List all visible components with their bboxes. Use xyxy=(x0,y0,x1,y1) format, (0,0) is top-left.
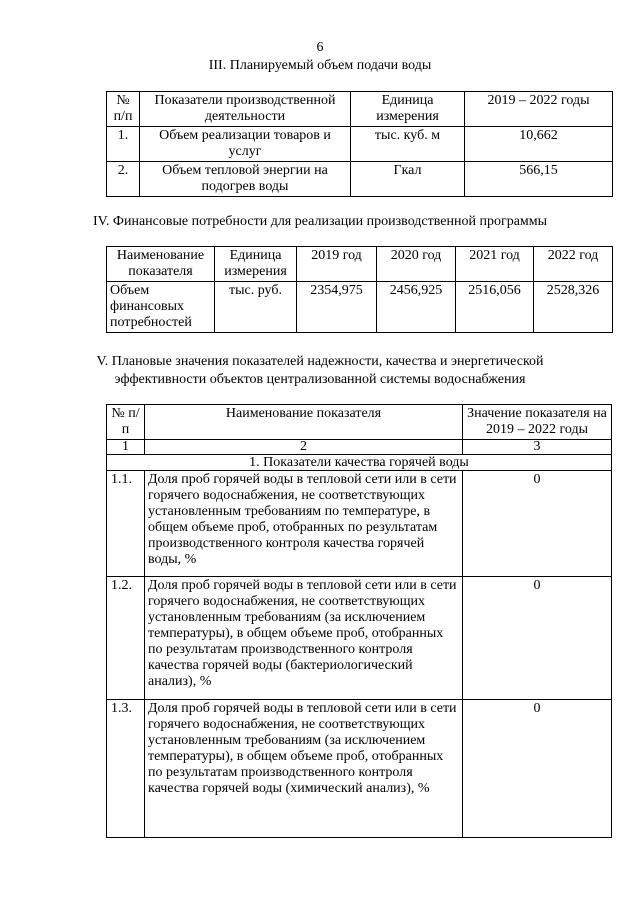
header-cell: Показатели производственной деятельности xyxy=(140,92,351,127)
header-cell: Единица измерения xyxy=(351,92,465,127)
indicator-value: 0 xyxy=(463,577,612,700)
table-cell: Объем тепловой энергии на подогрев воды xyxy=(140,162,351,197)
table-cell: 2456,925 xyxy=(377,282,456,333)
header-cell: № п/п xyxy=(107,405,145,440)
group-title: 1. Показатели качества горячей воды xyxy=(107,455,612,471)
header-cell: Наименование показателя xyxy=(107,247,215,282)
table-header-row xyxy=(107,405,612,440)
quality-indicators-table xyxy=(106,404,612,838)
table-cell: тыс. куб. м xyxy=(351,127,465,162)
header-cell: 2020 год xyxy=(377,247,456,282)
header-cell: 2022 год xyxy=(534,247,613,282)
table-cell: Гкал xyxy=(351,162,465,197)
row-number: 1.2. xyxy=(107,577,145,700)
column-number: 2 xyxy=(145,440,463,455)
table-cell: 2354,975 xyxy=(297,282,377,333)
table-row xyxy=(107,471,612,577)
table-cell: 2516,056 xyxy=(456,282,534,333)
row-number: 1.3. xyxy=(107,700,145,838)
table-row xyxy=(107,282,613,333)
table-cell: 10,662 xyxy=(465,127,613,162)
group-title-row xyxy=(107,455,612,471)
table-cell: Объем финансовых потребностей xyxy=(107,282,215,333)
header-cell: 2019 год xyxy=(297,247,377,282)
table-row xyxy=(107,577,612,700)
indicator-value: 0 xyxy=(463,700,612,838)
indicator-name: Доля проб горячей воды в тепловой сети или в сети горячего водоснабжения, не соответствующих установленным требованиям по температуре, в общем объеме проб, отобранных по результатам производственного контроля качества горячей воды, % xyxy=(145,471,463,577)
column-number: 1 xyxy=(107,440,145,455)
section4-title: IV. Финансовые потребности для реализации производственной программы xyxy=(92,214,548,229)
section5-title-line1: V. Плановые значения показателей надежности, качества и энергетической xyxy=(96,354,544,369)
header-cell: Значение показателя на 2019 – 2022 годы xyxy=(463,405,612,440)
table-row xyxy=(107,127,613,162)
page-number: 6 xyxy=(316,40,324,55)
column-number-row xyxy=(107,440,612,455)
header-cell: 2019 – 2022 годы xyxy=(465,92,613,127)
header-cell: Единица измерения xyxy=(215,247,297,282)
table-cell: 566,15 xyxy=(465,162,613,197)
table-header-row xyxy=(107,92,613,127)
section3-title: III. Планируемый объем подачи воды xyxy=(208,58,432,73)
row-number: 1.1. xyxy=(107,471,145,577)
planned-supply-table xyxy=(106,91,613,197)
indicator-value: 0 xyxy=(463,471,612,577)
table-cell: тыс. руб. xyxy=(215,282,297,333)
section5-title-line2: эффективности объектов централизованной системы водоснабжения xyxy=(114,372,526,387)
table-cell: 2. xyxy=(107,162,140,197)
financial-needs-table xyxy=(106,246,613,333)
indicator-name: Доля проб горячей воды в тепловой сети или в сети горячего водоснабжения, не соответствующих установленным требованиям (за исключением температуры), в общем объеме проб, отобранных по результатам производственного контроля качества горячей воды (химический анализ), % xyxy=(145,700,463,838)
header-cell: Наименование показателя xyxy=(145,405,463,440)
table-cell: 1. xyxy=(107,127,140,162)
table-cell: Объем реализации товаров и услуг xyxy=(140,127,351,162)
table-header-row xyxy=(107,247,613,282)
header-cell: 2021 год xyxy=(456,247,534,282)
table-cell: 2528,326 xyxy=(534,282,613,333)
table-row xyxy=(107,700,612,838)
column-number: 3 xyxy=(463,440,612,455)
table-row xyxy=(107,162,613,197)
header-cell: № п/п xyxy=(107,92,140,127)
indicator-name: Доля проб горячей воды в тепловой сети или в сети горячего водоснабжения, не соответствующих установленным требованиям (за исключением температуры), в общем объеме проб, отобранных по результатам производственного контроля качества горячей воды (бактериологический анализ), % xyxy=(145,577,463,700)
